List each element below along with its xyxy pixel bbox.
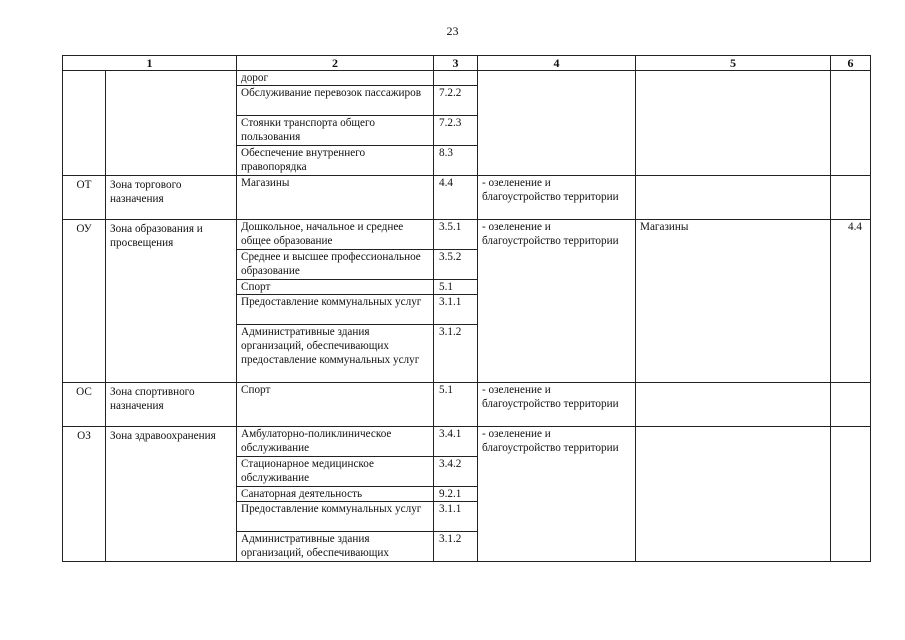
zone-name-cell: Зона образования и просвещения <box>106 220 237 383</box>
use-code-cell: 9.2.1 <box>434 487 478 502</box>
zone-code-cell: ОС <box>63 383 106 427</box>
zoning-table <box>62 55 871 562</box>
zone-name-cell <box>106 71 237 176</box>
use-cell: Санаторная деятельность <box>237 487 434 502</box>
table-row <box>63 176 871 220</box>
zone-code-cell: ОУ <box>63 220 106 383</box>
use-cell: Спорт <box>237 280 434 295</box>
use-code-cell: 3.4.2 <box>434 457 478 487</box>
zone-name-cell: Зона спортивного назначения <box>106 383 237 427</box>
table-row <box>63 220 871 250</box>
use-code-cell <box>434 71 478 86</box>
table-row <box>63 71 871 86</box>
use-cell: Административные здания организаций, обеспечивающих <box>237 532 434 562</box>
use-code-cell: 7.2.3 <box>434 116 478 146</box>
col5-cell: Магазины <box>636 220 831 383</box>
col5-cell <box>636 427 831 562</box>
use-cell: Дошкольное, начальное и среднее общее образование <box>237 220 434 250</box>
use-cell: Спорт <box>237 383 434 427</box>
col4-cell <box>478 71 636 176</box>
table-row <box>63 383 871 427</box>
col-header-2: 2 <box>237 56 434 71</box>
use-code-cell: 3.1.2 <box>434 532 478 562</box>
col-header-6: 6 <box>831 56 871 71</box>
col6-cell: 4.4 <box>831 220 871 383</box>
zone-name-cell: Зона торгового назначения <box>106 176 237 220</box>
use-cell: Стационарное медицинское обслуживание <box>237 457 434 487</box>
use-code-cell: 5.1 <box>434 280 478 295</box>
col6-cell <box>831 71 871 176</box>
table-row <box>63 427 871 457</box>
col-header-4: 4 <box>478 56 636 71</box>
use-cell: Административные здания организаций, обеспечивающих предоставление коммунальных услуг <box>237 325 434 383</box>
use-code-cell: 4.4 <box>434 176 478 220</box>
page-number: 23 <box>446 24 459 38</box>
col4-cell: - озеленение и благоустройство территории <box>478 383 636 427</box>
use-code-cell: 3.1.2 <box>434 325 478 383</box>
zone-code-cell: ОЗ <box>63 427 106 562</box>
col4-cell: - озеленение и благоустройство территории <box>478 176 636 220</box>
use-code-cell: 3.5.1 <box>434 220 478 250</box>
use-cell: Предоставление коммунальных услуг <box>237 502 434 532</box>
use-code-cell: 7.2.2 <box>434 86 478 116</box>
col5-cell <box>636 71 831 176</box>
use-cell: Стоянки транспорта общего пользования <box>237 116 434 146</box>
zone-name-cell: Зона здравоохранения <box>106 427 237 562</box>
use-cell: Обслуживание перевозок пассажиров <box>237 86 434 116</box>
use-code-cell: 3.4.1 <box>434 427 478 457</box>
col5-cell <box>636 383 831 427</box>
use-cell: Магазины <box>237 176 434 220</box>
use-code-cell: 3.1.1 <box>434 295 478 325</box>
zone-code-cell <box>63 71 106 176</box>
col5-cell <box>636 176 831 220</box>
use-cell: Предоставление коммунальных услуг <box>237 295 434 325</box>
use-code-cell: 3.1.1 <box>434 502 478 532</box>
use-cell: дорог <box>237 71 434 86</box>
use-code-cell: 8.3 <box>434 146 478 176</box>
col6-cell <box>831 427 871 562</box>
col6-cell <box>831 176 871 220</box>
col6-cell <box>831 383 871 427</box>
col4-cell: - озеленение и благоустройство территории <box>478 220 636 383</box>
use-code-cell: 3.5.2 <box>434 250 478 280</box>
use-code-cell: 5.1 <box>434 383 478 427</box>
use-cell: Амбулаторно-поликлиническое обслуживание <box>237 427 434 457</box>
use-cell: Среднее и высшее профессиональное образование <box>237 250 434 280</box>
col-header-3: 3 <box>434 56 478 71</box>
col-header-5: 5 <box>636 56 831 71</box>
header-row <box>63 56 871 71</box>
use-cell: Обеспечение внутреннего правопорядка <box>237 146 434 176</box>
col4-cell: - озеленение и благоустройство территории <box>478 427 636 562</box>
zone-code-cell: ОТ <box>63 176 106 220</box>
col-header-1: 1 <box>63 56 237 71</box>
